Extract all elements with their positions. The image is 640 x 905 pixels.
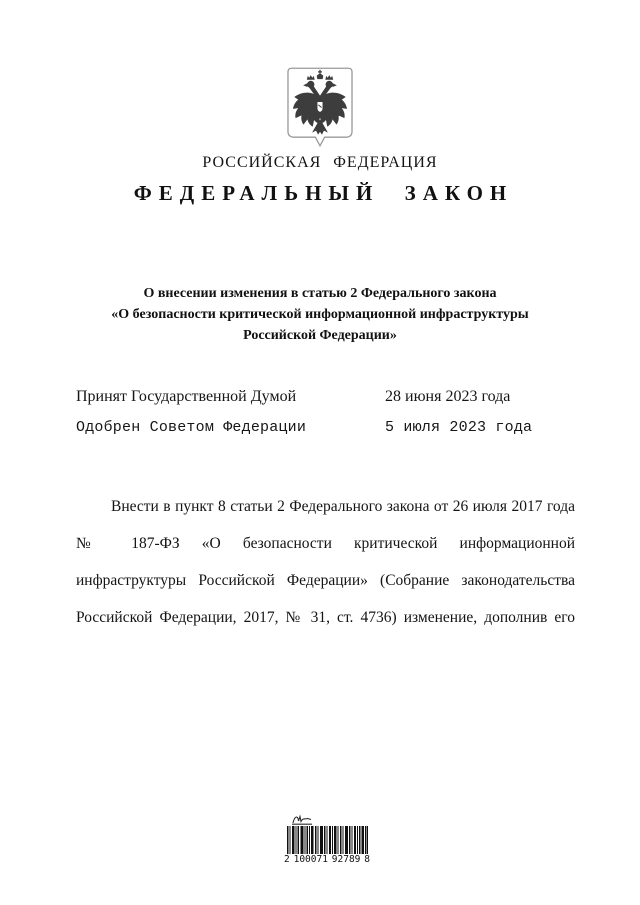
adoption-label: Принят Государственной Думой [76,388,297,405]
law-body-paragraph [76,488,575,636]
barcode-digit-group: 100071 [293,854,328,865]
barcode-digit-group: 2 [284,854,290,865]
double-headed-eagle-icon [287,67,353,150]
barcode-digit-group: 92789 [331,854,361,865]
barcode-block [284,813,370,865]
adoption-row-council [76,419,576,436]
adoption-label: Одобрен Советом Федерации [76,419,307,436]
country-heading: РОССИЙСКАЯ ФЕДЕРАЦИЯ [202,154,438,171]
coat-of-arms-icon [287,67,353,150]
barcode-digit-group: 8 [364,854,370,865]
handwritten-mark-icon [284,813,370,826]
barcode-digits [284,854,370,865]
law-title-line: «О безопасности критической информационной инфраструктуры [111,307,529,322]
law-title-line: О внесении изменения в статью 2 Федерального закона [143,286,497,301]
law-title [60,283,580,346]
body-line: Внести в пункт 8 статьи 2 Федерального закона от 26 июля 2017 года [111,498,575,515]
adoption-date: 5 июля 2023 года [385,419,533,436]
body-line: Российской Федерации, 2017, № 31, ст. 4736) изменение, дополнив его [76,609,575,626]
doc-type-heading: ФЕДЕРАЛЬНЫЙ ЗАКОН [133,181,514,205]
body-line: инфраструктуры Российской Федерации» (Собрание законодательства [76,572,575,589]
adoption-block [76,388,576,449]
adoption-row-duma [76,388,576,406]
body-line: № 187-ФЗ «О безопасности критической информационной [76,535,575,552]
barcode-icon [287,826,368,854]
law-title-line: Российской Федерации» [243,328,397,343]
adoption-date: 28 июня 2023 года [385,388,511,405]
